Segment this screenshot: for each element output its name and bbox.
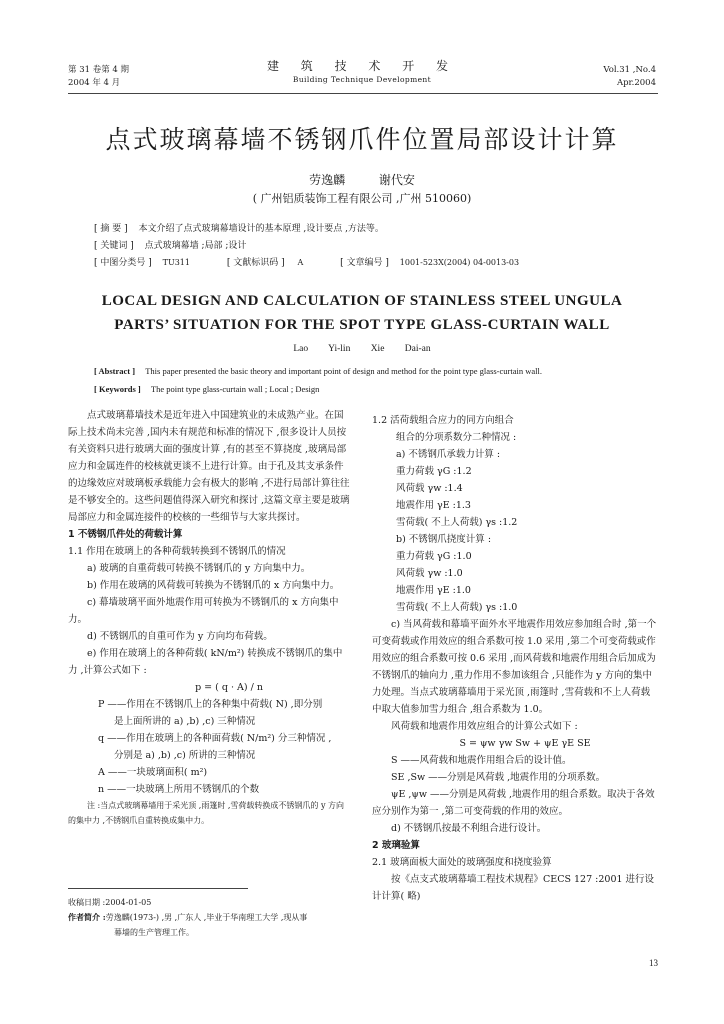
item-a: a) 玻璃的自重荷载可转换不锈钢爪的 y 方向集中力。 <box>87 563 311 574</box>
keywords-en-text: The point type glass-curtain wall ; Local ; Design <box>150 384 320 394</box>
clc-value: TU311 <box>162 258 190 267</box>
abstract-en-label: [ Abstract ] <box>94 366 136 376</box>
r-line-18: 按《点支式玻璃幕墙工程技术规程》CECS 127 :2001 进行设计计算( 略) <box>372 874 655 902</box>
section-1-1-heading: 1.1 作用在玻璃上的各种荷载转换到不锈钢爪的情况 <box>68 546 286 557</box>
clc-label: [ 中图分类号 ] <box>94 258 152 268</box>
journal-name-cn: 建 筑 技 术 开 发 <box>266 59 458 73</box>
def-p-1: P ——作用在不锈钢爪上的各种集中荷载( N) ,即分别 <box>98 699 323 710</box>
section-2-1-heading: 2.1 玻璃面板大面处的玻璃强度和挠度验算 <box>372 857 552 868</box>
r-line-14: S ——风荷载和地震作用组合后的设计值。 <box>391 755 572 766</box>
r-paragraph-c: c) 当风荷载和幕墙平面外水平地震作用效应参加组合时 ,第一个可变荷载或作用效应的组合系数可按 1.0 采用 ,第二个可变荷载或作用效应的组合系数可按 0.6 采用 ,而风荷载和地震作用组合后加成为不锈钢爪的轴向力 ,重力作用不参加该组合 ,只能作为 y 方向的集中力处理。当点式玻璃幕墙用于采光顶 ,雨篷时 ,雪荷载和不上人荷载中取大值参加雪力组合 ,组合系数为 1.0。 <box>372 619 657 715</box>
section-2-heading: 2 玻璃验算 <box>372 840 420 851</box>
author-bio-text: 劳逸麟(1973-) ,男 ,广东人 ,毕业于华南理工大学 ,现从事 <box>105 913 308 922</box>
date-cn: 2004 年 4 月 <box>68 78 121 88</box>
header-rule <box>68 93 658 94</box>
def-p-2: 是上面所讲的 a) ,b) ,c) 三种情况 <box>114 716 256 727</box>
r-line-10: 地震作用 γE :1.0 <box>396 585 471 596</box>
r-line-15: SE ,Sw ——分别是风荷载 ,地震作用的分项系数。 <box>391 772 606 783</box>
keywords-cn-text: 点式玻璃幕墙 ;局部 ;设计 <box>144 241 247 251</box>
volume-cn: 第 31 卷第 4 期 <box>68 65 130 75</box>
r-line-9: 风荷载 γw :1.0 <box>396 568 463 579</box>
def-n: n ——一块玻璃上所用不锈钢爪的个数 <box>98 784 260 795</box>
keywords-cn <box>94 239 664 253</box>
paper-title-en-line2: PARTS’ SITUATION FOR THE SPOT TYPE GLASS-CURTAIN WALL <box>114 317 610 333</box>
formula-s: S = ψw γw Sw + ψE γE SE <box>459 738 591 749</box>
r-line-4: 风荷载 γw :1.4 <box>396 483 463 494</box>
paper-title-en-line1: LOCAL DESIGN AND CALCULATION OF STAINLESS STEEL UNGULA <box>101 293 623 309</box>
abstract-en <box>94 364 664 378</box>
volume-en: Vol.31 ,No.4 <box>603 65 656 75</box>
r-line-1: 组合的分项系数分二种情况 : <box>396 432 517 443</box>
authors-cn: 劳逸麟 谢代安 <box>309 173 415 187</box>
right-column <box>372 412 658 905</box>
r-line-13: 风荷载和地震作用效应组合的计算公式如下 : <box>391 721 578 732</box>
page-number: 13 <box>649 958 658 968</box>
author-bio-label: 作者简介 : <box>68 912 106 922</box>
classification-row <box>94 256 664 270</box>
received-date: 收稿日期 :2004-01-05 <box>68 898 152 907</box>
r-line-6: 雪荷载( 不上人荷载) γs :1.2 <box>396 517 518 528</box>
date-en: Apr.2004 <box>616 78 656 88</box>
r-line-8: 重力荷载 γG :1.0 <box>396 551 472 562</box>
abstract-cn <box>94 222 664 236</box>
r-line-17: d) 不锈钢爪按最不利组合进行设计。 <box>391 823 547 834</box>
article-no-value: 1001-523X(2004) 04-0013-03 <box>399 258 520 267</box>
left-column <box>68 407 350 828</box>
header-right <box>603 64 656 90</box>
item-d: d) 不锈钢爪的自重可作为 y 方向均布荷载。 <box>87 631 273 642</box>
r-line-5: 地震作用 γE :1.3 <box>396 500 471 511</box>
item-c: c) 幕墙玻璃平面外地震作用可转换为不锈钢爪的 x 方向集中力。 <box>68 597 339 625</box>
def-q-2: 分别是 a) ,b) ,c) 所讲的三种情况 <box>114 750 256 761</box>
r-line-3: 重力荷载 γG :1.2 <box>396 466 472 477</box>
section-1-2-heading: 1.2 活荷载组合应力的同方向组合 <box>372 415 514 426</box>
abstract-cn-text: 本文介绍了点式玻璃幕墙设计的基本原理 ,设计要点 ,方法等。 <box>138 224 384 234</box>
keywords-cn-label: [ 关键词 ] <box>94 241 134 251</box>
section-1-heading: 1 不锈钢爪件处的荷载计算 <box>68 529 183 540</box>
formula-p: p = ( q · A) / n <box>195 682 263 693</box>
doc-code-label: [ 文献标识码 ] <box>226 258 285 268</box>
r-line-2: a) 不锈钢爪承载力计算 : <box>396 449 501 460</box>
item-b: b) 作用在玻璃的风荷载可转换为不锈钢爪的 x 方向集中力。 <box>87 580 340 591</box>
keywords-en <box>94 382 664 396</box>
abstract-en-text: This paper presented the basic theory and important point of design and method for the point type glass-curtain wall. <box>145 366 543 376</box>
author-bio-text-2: 幕墙的生产管理工作。 <box>114 928 194 937</box>
item-e: e) 作用在玻璃上的各种荷载( kN/m²) 转换成不锈钢爪的集中力 ,计算公式如下 : <box>68 648 343 676</box>
intro-paragraph: 点式玻璃幕墙技术是近年进入中国建筑业的未成熟产业。在国际上技术尚未完善 ,国内未有规范和标准的情况下 ,很多设计人员按有关资料只进行玻璃大面的强度计算 ,有的甚至不算挠度 ,玻璃局部应力和金属连件的校核就更谈不上进行计算。由于孔及其支承条件的边缘效应对玻璃板承载能力会有极大的影响 ,不进行局部计算往往是不够安全的。这些问题值得深入研究和探讨 ,这篇文章主要是玻璃局部应力和金属连接件的校核的一些细节与大家共探讨。 <box>68 410 350 523</box>
article-no-label: [ 文章编号 ] <box>340 258 389 268</box>
footnote-block <box>68 895 348 940</box>
author-bio <box>68 910 348 925</box>
keywords-en-label: [ Keywords ] <box>94 384 141 394</box>
r-line-11: 雪荷载( 不上人荷载) γs :1.0 <box>396 602 518 613</box>
def-q-1: q ——作用在玻璃上的各种面荷载( N/m²) 分三种情况 , <box>98 733 332 744</box>
affiliation-cn: ( 广州铝质装饰工程有限公司 ,广州 510060) <box>252 192 472 205</box>
r-line-7: b) 不锈钢爪挠度计算 : <box>396 534 492 545</box>
journal-name-en: Building Technique Development <box>292 75 432 84</box>
paper-title-cn: 点式玻璃幕墙不锈钢爪件位置局部设计计算 <box>105 125 619 154</box>
r-line-16: ψE ,ψw ——分别是风荷载 ,地震作用的组合系数。取决于各效应分别作为第一 ,第二可变荷载的作用的效应。 <box>372 789 655 817</box>
footnote-rule <box>68 888 248 889</box>
doc-code-value: A <box>297 258 304 267</box>
def-a: A ——一块玻璃面积( m²) <box>98 767 208 778</box>
note: 注 :当点式玻璃幕墙用于采光顶 ,雨篷时 ,雪荷载转换成不锈钢爪的 y 方向的集中力 ,不锈钢爪自重转换成集中力。 <box>68 801 345 825</box>
authors-en: Lao Yi-lin Xie Dai-an <box>293 344 431 354</box>
abstract-cn-label: [ 摘 要 ] <box>94 224 128 234</box>
